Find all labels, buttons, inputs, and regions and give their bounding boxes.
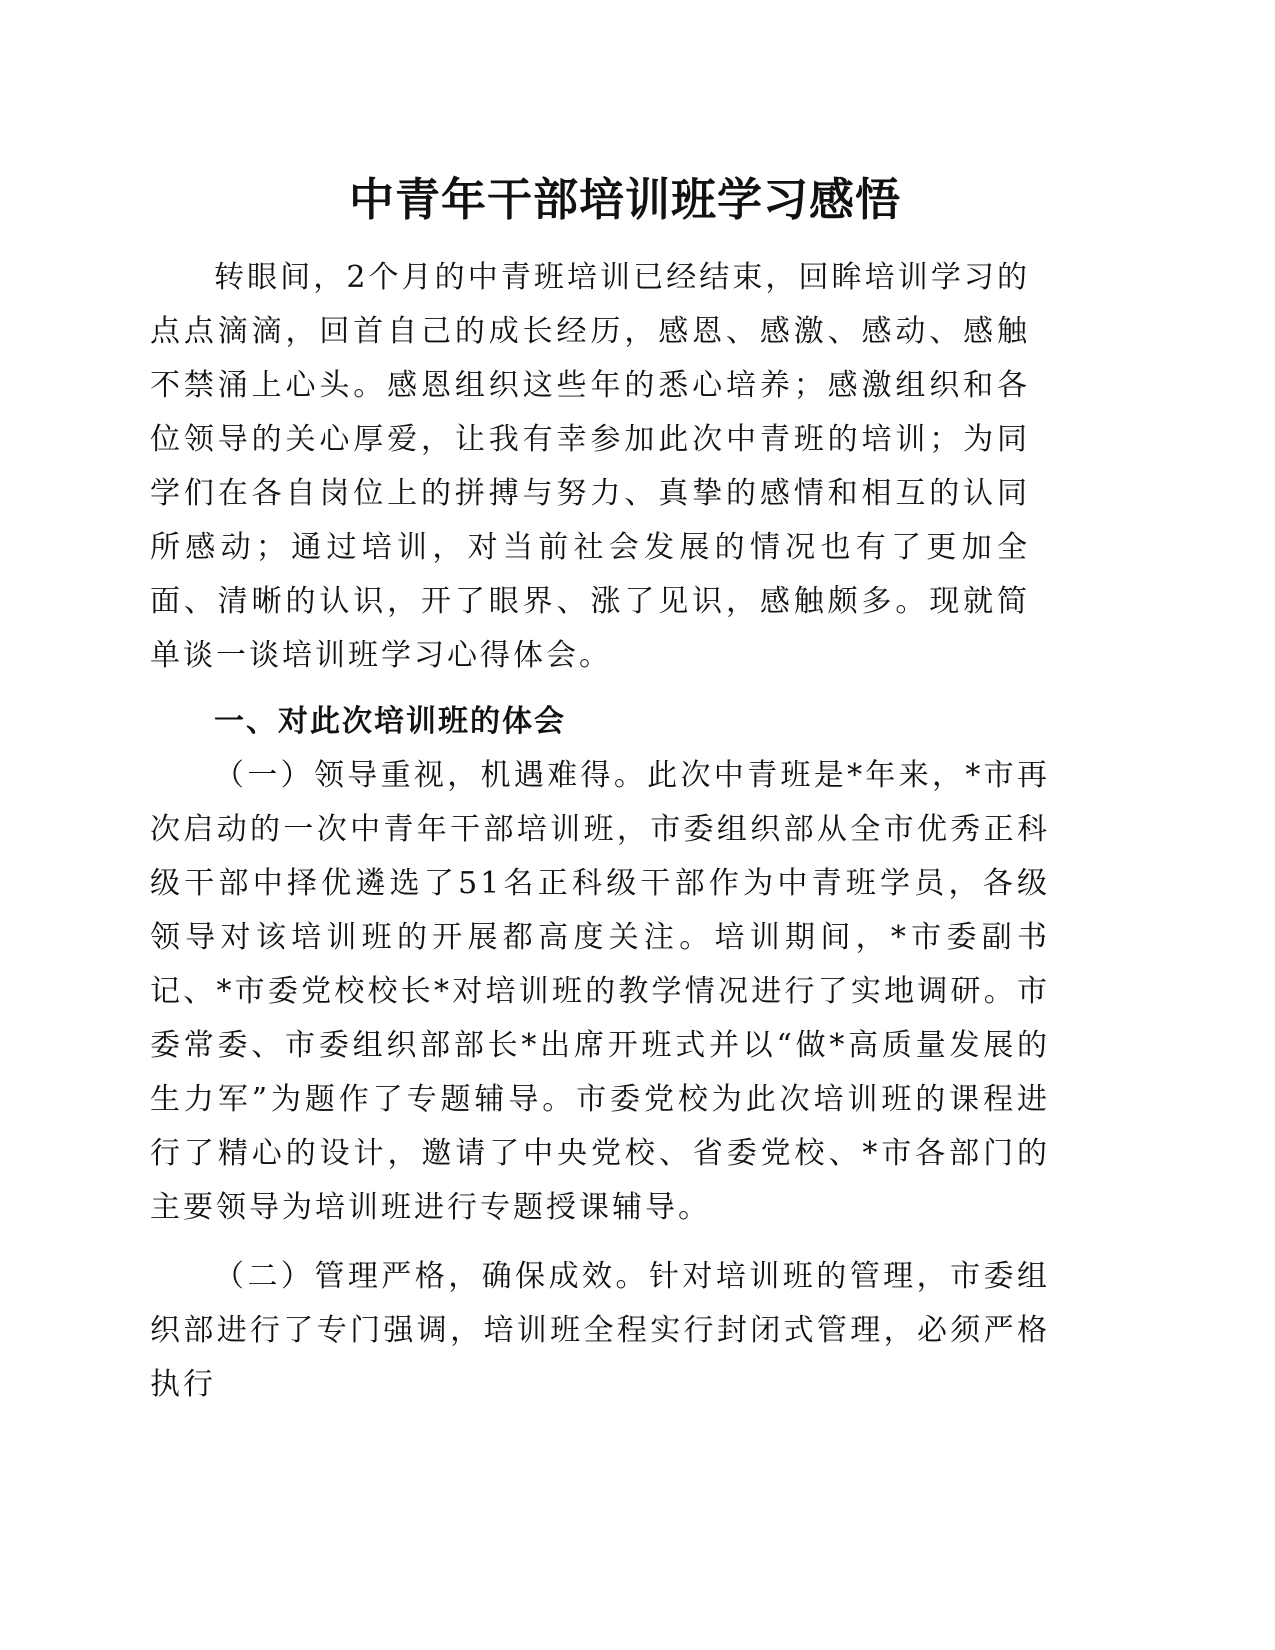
document-title: 中青年干部培训班学习感悟 [348, 173, 901, 226]
section-heading-1: 一、对此次培训班的体会 [214, 704, 566, 739]
intro-paragraph: 转眼间，2个月的中青班培训已经结束，回眸培训学习的点点滴滴，回首自己的成长经历，感恩、感激、感动、感触不禁涌上心头。感恩组织这些年的悉心培养；感激组织和各位领导的关心厚爱，让我有幸参加此次中青班的培训；为同学们在各自岗位上的拼搏与努力、真挚的感情和相互的认同所感动；通过培训，对当前社会发展的情况也有了更加全面、清晰的认识，开了眼界、涨了见识，感触颇多。现就简单谈一谈培训班学习心得体会。 [150, 260, 1030, 673]
paragraph-1: （一）领导重视，机遇难得。此次中青班是*年来，*市再次启动的一次中青年干部培训班，市委组织部从全市优秀正科级干部中择优遴选了51名正科级干部作为中青班学员，各级领导对该培训班的开展都高度关注。培训期间，*市委副书记、*市委党校校长*对培训班的教学情况进行了实地调研。市委常委、市委组织部部长*出席开班式并以“做*高质量发展的生力军”为题作了专题辅导。市委党校为此次培训班的课程进行了精心的设计，邀请了中央党校、省委党校、*市各部门的主要领导为培训班进行专题授课辅导。 [150, 758, 1050, 1225]
paragraph-2: （二）管理严格，确保成效。针对培训班的管理，市委组织部进行了专门强调，培训班全程实行封闭式管理，必须严格执行 [150, 1259, 1050, 1402]
